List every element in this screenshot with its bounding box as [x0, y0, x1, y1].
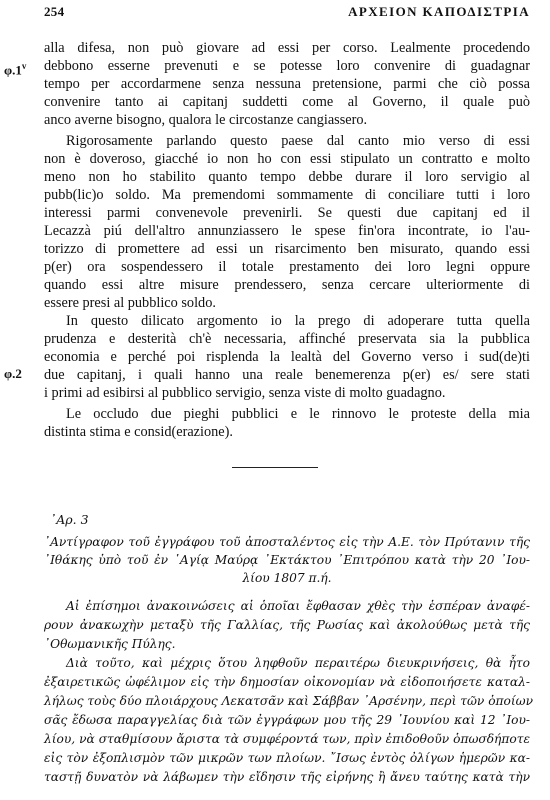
italian-paragraph-1: [44, 39, 530, 129]
italian-paragraph-4: [44, 405, 530, 441]
text-line: quando essi altre misure prendessero, senza cercare ulteriormente di: [44, 277, 530, 293]
text-line: economia e perché poi risplenda la lealtà del Governo verso i sud(de)ti: [44, 349, 530, 365]
title-line: ᾿Αντίγραφον τοῦ ἐγγράφου τοῦ ἀποσταλέντος εἰς τὴν Α.Ε. τὸν Πρύτανιν τῆς: [44, 535, 530, 549]
greek-paragraph-2: [44, 654, 534, 787]
text-line: anco averne bisogno, qualora le circostanze cangiassero.: [44, 112, 368, 128]
text-line: Διὰ τοῦτο, καὶ μέχρις ὅτου ληφθοῦν περαιτέρω διευκρινήσεις, θὰ ἦτο: [66, 656, 530, 670]
text-line: torizzo di promettere ad essi un risarcimento ben misurato, quando essi: [44, 241, 530, 257]
margin-note-folio-1v-text: φ.1: [4, 62, 22, 78]
text-line: λίου, νὰ σταθμίσουν ἄριστα τὰ συμφέροντά των, πρὶν ἐπιδοθοῦν ὁπωσδήποτε: [44, 732, 530, 746]
text-line: ἐξαιρετικῶς ὠφέλιμον εἰς τὴν δημοσίαν οἰκονομίαν νὰ εἰδοποιήσετε καταλ-: [44, 675, 530, 689]
text-line: convenire tanto ai capitanj suddetti come al Governo, il quale può: [44, 94, 530, 110]
text-line: alla difesa, non può giovare ad essi per corso. Lealmente procedendo: [44, 40, 530, 56]
text-line: Le occludo due pieghi pubblici e le rinnovo le proteste della mia: [66, 406, 530, 422]
text-line: tempo per accordarmene senza nessuna pretensione, parmi che ciò possa: [44, 76, 530, 92]
text-line: εἰς τὸν ἐξοπλισμὸν τῶν μικρῶν των πλοίων. ῎Ισως ἐντὸς ὀλίγων ἡμερῶν κα-: [44, 751, 530, 765]
section-divider: [232, 467, 318, 468]
title-line: ᾿Ιθάκης ὑπὸ τοῦ ἐν ῾Αγίᾳ Μαύρᾳ ᾿Εκτάκτου ᾿Επιτρόπου κατὰ τὴν 20 ᾿Ιου-: [44, 553, 530, 567]
running-title: ΑΡΧΕΙΟΝ ΚΑΠΟΔΙΣΤΡΙΑ: [348, 4, 530, 19]
text-line: distinta stima e consid(erazione).: [44, 424, 233, 440]
text-line: essere presi al pubblico soldo.: [44, 295, 216, 311]
document-number: ᾿Αρ. 3: [50, 512, 89, 527]
greek-paragraph-1: [44, 597, 530, 654]
document-title: [44, 533, 530, 587]
text-line: meno non ho stabilito quanto tempo debbe durare il loro servigio al: [44, 169, 530, 185]
text-line: prudenza e desterità ch'è necessaria, affinché preservata sia la pubblica: [44, 331, 530, 347]
text-line: debbono esserne prevenuti e se potesse loro convenire di guadagnar: [44, 58, 530, 74]
text-line: p(er) ora sospendessero il totale prestamento dei loro legni oppure: [44, 259, 530, 275]
margin-note-folio-1v-sup: v: [21, 61, 27, 71]
text-line: due capitanj, i quali hanno una reale benemerenza p(er) es/ sere stati: [44, 367, 530, 383]
text-line: Αἱ ἐπίσημοι ἀνακοινώσεις αἱ ὁποῖαι ἔφθασαν χθὲς τὴν ἑσπέραν ἀναφέ-: [66, 599, 530, 613]
greek-body: [44, 597, 534, 787]
italian-paragraph-2: [44, 132, 530, 312]
text-line: non è doveroso, giacché io non ho con essi stipulato un contratto e molto: [44, 151, 530, 167]
italian-paragraph-3: [44, 312, 530, 402]
text-line: In questo dilicato argomento io la prego di adoperare tutta quella: [66, 313, 530, 329]
page-header: [44, 4, 530, 22]
text-line: ᾿Οθωμανικῆς Πύλης.: [44, 637, 176, 651]
title-line: λίου 1807 π.ή.: [242, 571, 332, 585]
text-line: σᾶς ἔδωσα παραγγελίας διὰ τῶν ἐγγράφων μου τῆς 29 ᾿Ιουνίου καὶ 12 ᾿Ιου-: [44, 713, 530, 727]
page-number: 254: [44, 4, 65, 19]
margin-note-folio-2: φ.2: [4, 366, 22, 381]
greek-document-section: [44, 512, 534, 787]
text-line: ταστῇ δυνατὸν νὰ λάβωμεν τὴν εἴδησιν τῆς εἰρήνης ἢ ἄνευ ταύτης κατὰ τὴν: [44, 770, 530, 784]
italian-letter-text: [44, 39, 530, 441]
text-line: λήλως τοὺς δύο πλοιάρχους Λεκατσᾶν καὶ Σάββαν ᾿Αρσένην, περὶ τῶν ὁποίων: [44, 694, 534, 708]
text-line: i primi ad esibirsi al pubblico servigio, senza viste di molto guadagno.: [44, 385, 446, 401]
text-line: Lecazzà piú dell'altro annunziassero le spese fin'ora incontrate, io l'au-: [44, 223, 530, 239]
text-line: ρουν ἀνακωχὴν μεταξὺ τῆς Γαλλίας, τῆς Ρωσίας καὶ ἀκολούθως μετὰ τῆς: [44, 618, 530, 632]
text-line: interessi parmi convenevole prevenirli. Se questi due capitanj ed il: [44, 205, 530, 221]
text-line: Rigorosamente parlando questo paese dal canto mio verso di essi: [66, 133, 530, 149]
text-line: pubb(lic)o soldo. Ma premendomi sommamente di conciliare tutti i loro: [44, 187, 530, 203]
margin-note-folio-1v: [4, 61, 26, 78]
